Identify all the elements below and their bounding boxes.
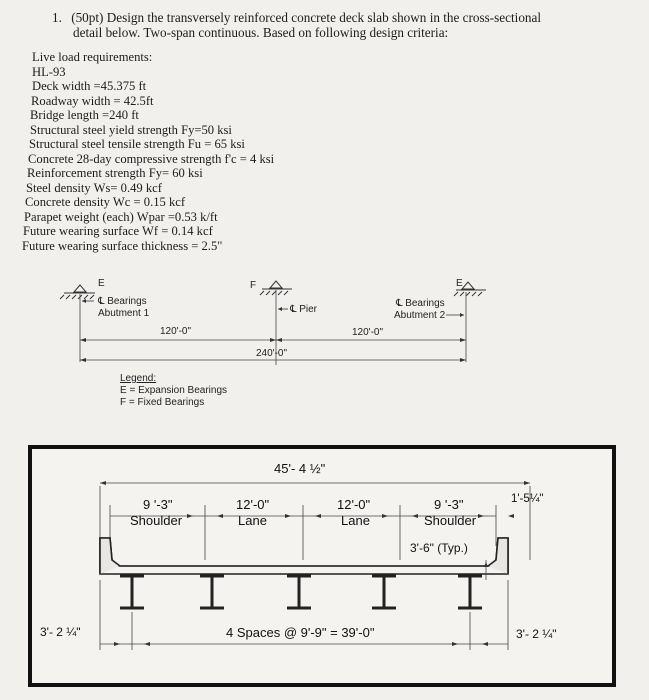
span-1-length: 120'-0" <box>160 326 192 337</box>
question-number: 1. <box>52 10 62 25</box>
right-shoulder-dim: 9 '-3" <box>434 497 464 512</box>
girder-spacing-label: 4 Spaces @ 9'-9" = 39'-0" <box>226 625 375 640</box>
criteria-fws-weight: Future wearing surface Wf = 0.14 kcf <box>23 224 213 238</box>
criteria-concrete-density: Concrete density Wc = 0.15 kcf <box>25 195 186 209</box>
criteria-parapet-weight: Parapet weight (each) Wpar =0.53 k/ft <box>24 210 218 224</box>
left-bearing-sub: Abutment 1 <box>98 308 150 319</box>
criteria-fws-thickness: Future wearing surface thickness = 2.5" <box>22 239 223 253</box>
overall-width-label: 45'- 4 ½" <box>274 461 326 476</box>
criteria-hl93: HL-93 <box>32 65 66 79</box>
criteria-steel-tensile: Structural steel tensile strength Fu = 65 ksi <box>29 137 245 151</box>
criteria-steel-yield: Structural steel yield strength Fy=50 ksi <box>30 123 232 137</box>
parapet-width-dim: 1'-5¼" <box>511 493 544 505</box>
criteria-live-load-title: Live load requirements: <box>32 50 153 64</box>
right-bearing-label: ℄ Bearings <box>396 298 445 309</box>
left-bearing-label: ℄ Bearings <box>98 296 147 307</box>
criteria-roadway-width: Roadway width = 42.5ft <box>31 94 154 108</box>
right-overhang-dim: 3'- 2 ¼" <box>516 627 557 641</box>
legend-title: Legend: <box>120 373 157 384</box>
lane-2-label: Lane <box>341 513 370 528</box>
pier-label: ℄ Pier <box>290 304 317 315</box>
legend-expansion: E = Expansion Bearings <box>120 385 228 396</box>
legend-fixed: F = Fixed Bearings <box>120 397 205 408</box>
criteria-concrete-fc: Concrete 28-day compressive strength f'c = 4 ksi <box>28 152 275 166</box>
right-bearing-sub: Abutment 2 <box>394 310 446 321</box>
question-points: (50pt) <box>71 10 104 25</box>
girder-depth-label: 3'-6" (Typ.) <box>410 541 468 555</box>
criteria-steel-density: Steel density Ws= 0.49 kcf <box>26 181 162 195</box>
right-shoulder-label: Shoulder <box>424 513 477 528</box>
right-support-type: E <box>456 278 463 289</box>
lane-1-label: Lane <box>238 513 267 528</box>
pier-support-type: F <box>250 280 257 291</box>
lane-2-dim: 12'-0" <box>337 497 371 512</box>
question-text-1: Design the transversely reinforced concrete deck slab shown in the cross-sectional <box>106 10 542 25</box>
criteria-rebar-fy: Reinforcement strength Fy= 60 ksi <box>27 166 203 180</box>
left-overhang-dim: 3'- 2 ¼" <box>40 625 81 639</box>
left-shoulder-dim: 9 '-3" <box>143 497 173 512</box>
total-length: 240'-0" <box>256 348 288 359</box>
left-support-type: E <box>98 278 105 289</box>
span-2-length: 120'-0" <box>352 327 384 338</box>
left-shoulder-label: Shoulder <box>130 513 183 528</box>
question-line-2: detail below. Two-span continuous. Based on following design criteria: <box>73 25 449 40</box>
criteria-deck-width: Deck width =45.375 ft <box>32 79 147 93</box>
lane-1-dim: 12'-0" <box>236 497 270 512</box>
criteria-bridge-length: Bridge length =240 ft <box>30 108 139 122</box>
